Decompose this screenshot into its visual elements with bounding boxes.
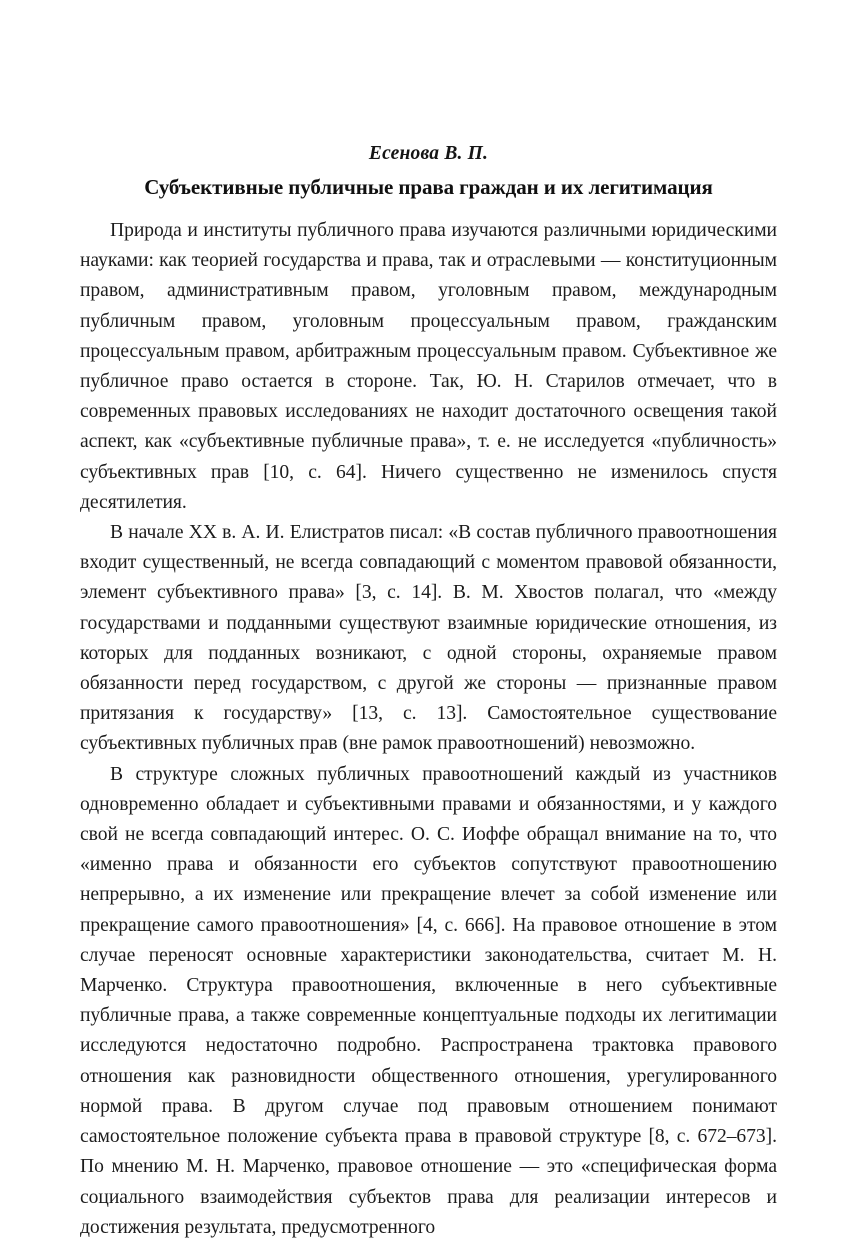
body-paragraph: Природа и институты публичного права изучаются различными юридическими науками: как теорией государства и права, так и отраслевыми — конституционным правом, административным правом, уголовным правом, международным публичным правом, уголовным процессуальным правом, гражданским процессуальным правом, арбитражным процессуальным правом. Субъективное же публичное право остается в стороне. Так, Ю. Н. Старилов отмечает, что в современных правовых исследованиях не находит достаточного освещения такой аспект, как «субъективные публичные права», т. е. не исследуется «публичность» субъективных прав [10, с. 64]. Ничего существенно не изменилось спустя десятилетия. xyxy=(80,220,777,513)
article-title: Субъективные публичные права граждан и их легитимация xyxy=(144,175,713,199)
body-paragraph: В начале XX в. А. И. Елистратов писал: «В состав публичного правоотношения входит существенный, не всегда совпадающий с моментом правовой обязанности, элемент субъективного права» [3, с. 14]. В. М. Хвостов полагал, что «между государствами и подданными существуют взаимные юридические отношения, из которых для подданных возникают, с одной стороны, охраняемые правом обязанности перед государством, с другой же стороны — признанные правом притязания к государству» [13, с. 13]. Самостоятельное существование субъективных публичных прав (вне рамок правоотношений) невозможно. xyxy=(80,522,777,755)
article-body xyxy=(80,216,777,1243)
body-paragraph: В структуре сложных публичных правоотношений каждый из участников одновременно обладает и субъективными правами и обязанностями, и у каждого свой не всегда совпадающий интерес. О. С. Иоффе обращал внимание на то, что «именно права и обязанности его субъектов сопутствуют правоотношению непрерывно, а их изменение или прекращение влечет за собой изменение или прекращение самого правоотношения» [4, с. 666]. На правовое отношение в этом случае переносят основные характеристики законодательства, считает М. Н. Марченко. Структура правоотношения, включенные в него субъективные публичные права, а также современные концептуальные подходы их легитимации исследуются недостаточно подробно. Распространена трактовка правового отношения как разновидности общественного отношения, урегулированного нормой права. В другом случае под правовым отношением понимают самостоятельное положение субъекта права в правовой структуре [8, с. 672–673]. По мнению М. Н. Марченко, правовое отношение — это «специфическая форма социального взаимодействия субъектов права для реализации интересов и достижения результата, предусмотренного xyxy=(80,763,777,1238)
author-byline: Есенова В. П. xyxy=(368,143,489,164)
page-content xyxy=(80,140,777,1243)
